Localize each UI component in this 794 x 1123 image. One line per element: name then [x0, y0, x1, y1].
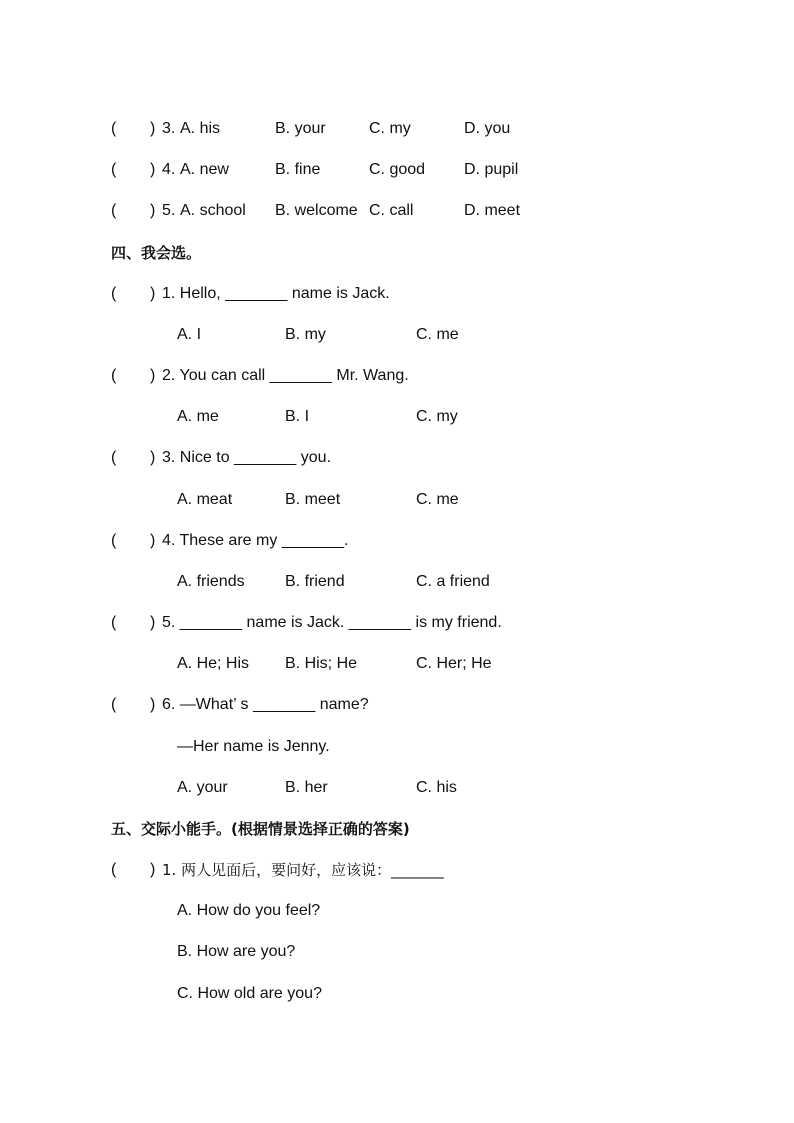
answer-paren-close: ) [150, 120, 156, 137]
question-number: 5. [162, 202, 176, 219]
option-c[interactable]: C. call [369, 202, 414, 219]
options-row [0, 488, 794, 512]
options-row [0, 570, 794, 594]
option-b[interactable]: B. friend [285, 573, 345, 590]
option-b[interactable]: B. I [285, 408, 310, 425]
section5-title: 五、交际小能手。(根据情景选择正确的答案) [111, 820, 410, 838]
section4-title: 四、我会选。 [111, 244, 202, 262]
answer-paren-close: ) [150, 614, 156, 631]
vocab-row [0, 117, 794, 141]
option-b[interactable]: B. His; He [285, 655, 358, 672]
options-row [0, 652, 794, 676]
answer-paren-open[interactable]: ( [111, 120, 117, 137]
option-b[interactable]: B. my [285, 326, 326, 343]
vocab-row [0, 158, 794, 182]
question-stem: 5. _______ name is Jack. _______ is my friend. [162, 614, 502, 631]
answer-paren-open[interactable]: ( [111, 614, 117, 631]
options-row [0, 405, 794, 429]
answer-paren-close: ) [150, 449, 156, 466]
option-c[interactable]: C. me [416, 326, 459, 343]
question-row [0, 364, 794, 388]
answer-paren-close: ) [150, 861, 156, 878]
option-d[interactable]: D. meet [464, 202, 521, 219]
answer-paren-close: ) [150, 367, 156, 384]
option-a[interactable]: A. He; His [177, 655, 250, 672]
answer-paren-open[interactable]: ( [111, 696, 117, 713]
vocab-row [0, 199, 794, 223]
question-row [0, 611, 794, 635]
option-c[interactable]: C. a friend [416, 573, 490, 590]
option-d[interactable]: D. you [464, 120, 511, 137]
question-stem: 1. Hello, _______ name is Jack. [162, 285, 390, 302]
options-row [0, 776, 794, 800]
option-c[interactable]: C. How old are you? [177, 985, 322, 1002]
question-stem: 6. —What’ s _______ name? [162, 696, 369, 713]
answer-paren-close: ) [150, 161, 156, 178]
question-number: 4. [162, 161, 176, 178]
dialogue-reply-row [0, 735, 794, 759]
answer-paren-open[interactable]: ( [111, 161, 117, 178]
answer-paren-close: ) [150, 202, 156, 219]
option-a[interactable]: A. school [180, 202, 246, 219]
option-a[interactable]: A. I [177, 326, 202, 343]
option-row [0, 940, 794, 964]
option-c[interactable]: C. my [416, 408, 458, 425]
option-b[interactable]: B. How are you? [177, 943, 296, 960]
question-number: 3. [162, 120, 176, 137]
answer-paren-open[interactable]: ( [111, 449, 117, 466]
answer-paren-close: ) [150, 696, 156, 713]
option-c[interactable]: C. my [369, 120, 411, 137]
question-row [0, 446, 794, 470]
option-c[interactable]: C. his [416, 779, 457, 796]
answer-paren-open[interactable]: ( [111, 367, 117, 384]
option-a[interactable]: A. your [177, 779, 228, 796]
option-b[interactable]: B. welcome [275, 202, 358, 219]
option-a[interactable]: A. new [180, 161, 229, 178]
question-row [0, 282, 794, 306]
answer-paren-open[interactable]: ( [111, 202, 117, 219]
question-stem: 2. You can call _______ Mr. Wang. [162, 367, 409, 384]
option-d[interactable]: D. pupil [464, 161, 519, 178]
answer-paren-close: ) [150, 285, 156, 302]
question-row [0, 858, 794, 882]
option-a[interactable]: A. me [177, 408, 219, 425]
option-b[interactable]: B. fine [275, 161, 321, 178]
option-a[interactable]: A. How do you feel? [177, 902, 321, 919]
answer-paren-open[interactable]: ( [111, 532, 117, 549]
answer-paren-close: ) [150, 532, 156, 549]
option-c[interactable]: C. Her; He [416, 655, 492, 672]
option-a[interactable]: A. meat [177, 491, 233, 508]
dialogue-reply: —Her name is Jenny. [177, 738, 330, 755]
question-stem: 1. 两人见面后，要问好，应该说：_______ [162, 861, 444, 879]
option-c[interactable]: C. me [416, 491, 459, 508]
option-a[interactable]: A. friends [177, 573, 245, 590]
question-row [0, 693, 794, 717]
option-a[interactable]: A. his [180, 120, 221, 137]
section-heading [0, 817, 794, 841]
options-row [0, 323, 794, 347]
option-b[interactable]: B. your [275, 120, 326, 137]
option-b[interactable]: B. meet [285, 491, 341, 508]
section-heading [0, 241, 794, 265]
option-row [0, 899, 794, 923]
option-row [0, 982, 794, 1006]
option-c[interactable]: C. good [369, 161, 426, 178]
question-row [0, 529, 794, 553]
question-stem: 4. These are my _______. [162, 532, 349, 549]
answer-paren-open[interactable]: ( [111, 285, 117, 302]
question-stem: 3. Nice to _______ you. [162, 449, 332, 466]
answer-paren-open[interactable]: ( [111, 861, 117, 878]
option-b[interactable]: B. her [285, 779, 328, 796]
